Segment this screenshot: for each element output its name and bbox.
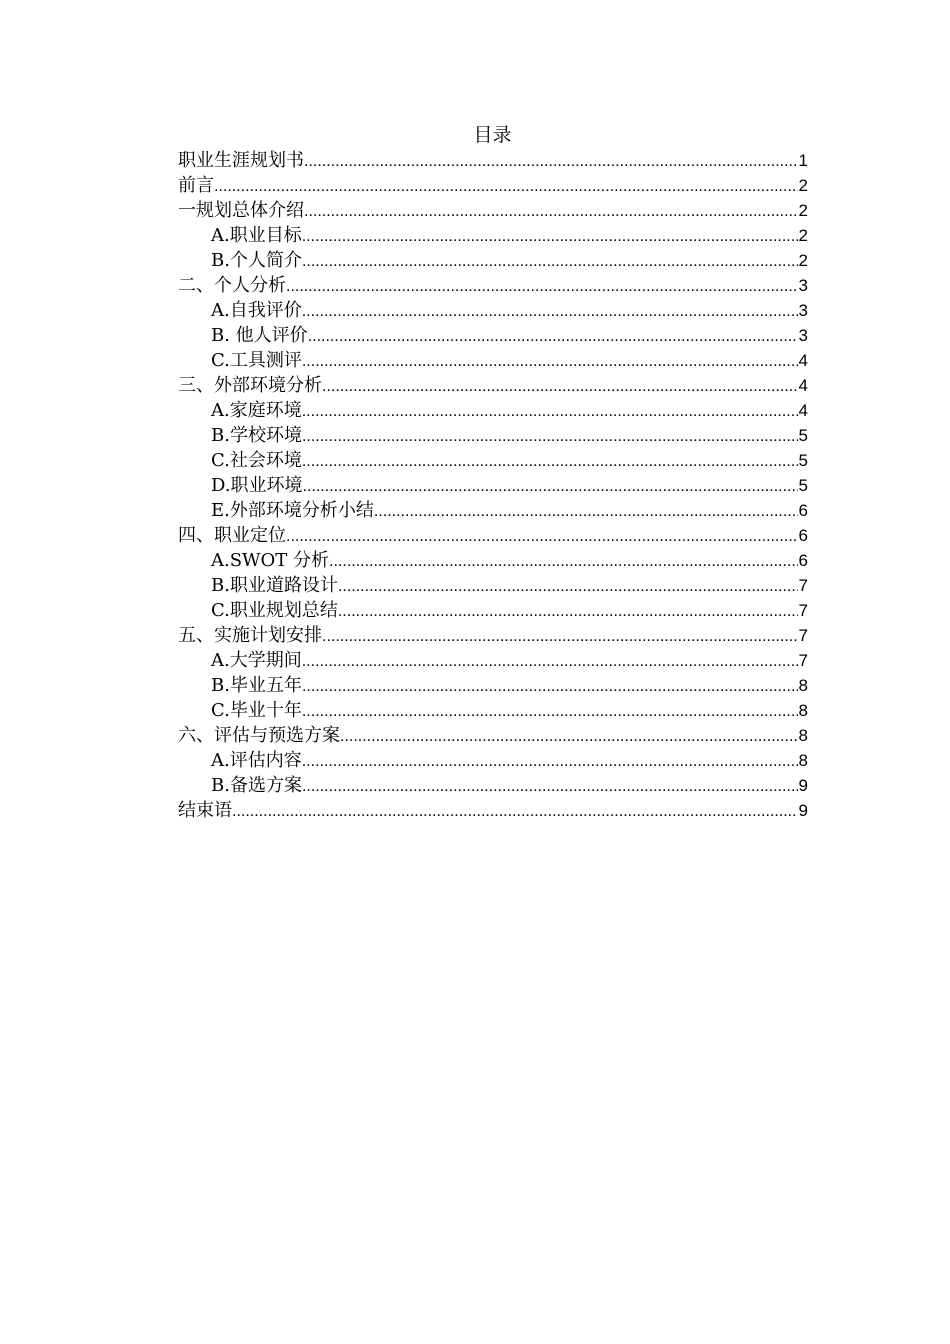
toc-subentry[interactable] [178, 398, 808, 423]
toc-entry-label: A.大学期间 [211, 650, 302, 671]
toc-dot-leader [302, 449, 798, 473]
toc-page-number: 4 [798, 376, 808, 395]
toc-dot-leader [302, 249, 798, 273]
toc-page-number: 7 [798, 626, 808, 645]
toc-page-number: 6 [798, 526, 808, 545]
toc-dot-leader [214, 174, 798, 198]
toc-entry-label: 一规划总体介绍 [178, 200, 304, 221]
toc-dot-leader [322, 374, 798, 398]
toc-subentry[interactable] [178, 573, 808, 598]
toc-entry-label: 五、实施计划安排 [178, 625, 322, 646]
toc-entry-label: 六、评估与预选方案 [178, 725, 340, 746]
toc-dot-leader [302, 349, 798, 373]
toc-dot-leader [286, 274, 798, 298]
table-of-contents [178, 148, 808, 823]
toc-page-number: 3 [798, 276, 808, 295]
toc-page-number: 7 [798, 651, 808, 670]
toc-dot-leader [302, 299, 798, 323]
toc-page-number: 8 [798, 676, 808, 695]
toc-dot-leader [338, 574, 798, 598]
toc-entry-label: B.学校环境 [211, 425, 302, 446]
toc-entry[interactable] [178, 148, 808, 173]
toc-page-number: 2 [798, 226, 808, 245]
toc-page-number: 2 [798, 176, 808, 195]
toc-entry-label: 二、个人分析 [178, 275, 286, 296]
toc-entry-label: 前言 [178, 175, 214, 196]
toc-entry-label: A.评估内容 [211, 750, 302, 771]
toc-entry-label: E.外部环境分析小结 [211, 500, 374, 521]
toc-entry-label: 四、职业定位 [178, 525, 286, 546]
toc-subentry[interactable] [178, 698, 808, 723]
toc-page-number: 4 [798, 351, 808, 370]
toc-page-number: 9 [798, 776, 808, 795]
toc-page-number: 7 [798, 576, 808, 595]
toc-page-number: 7 [798, 601, 808, 620]
toc-page-number: 3 [798, 326, 808, 345]
toc-dot-leader [302, 399, 798, 423]
toc-entry-label: 三、外部环境分析 [178, 375, 322, 396]
toc-entry-label: D.职业环境 [211, 475, 303, 496]
toc-page-number: 8 [798, 751, 808, 770]
toc-page-number: 5 [798, 426, 808, 445]
toc-dot-leader [302, 749, 798, 773]
toc-entry-label: 结束语 [178, 800, 232, 821]
toc-title: 目录 [473, 124, 512, 146]
toc-dot-leader [302, 774, 798, 798]
toc-subentry[interactable] [178, 598, 808, 623]
toc-dot-leader [304, 199, 798, 223]
toc-subentry[interactable] [178, 773, 808, 798]
toc-entry-label: A.自我评价 [211, 300, 302, 321]
toc-page-number: 6 [798, 501, 808, 520]
toc-entry[interactable] [178, 723, 808, 748]
toc-entry-label: C.社会环境 [211, 450, 302, 471]
toc-entry-label: C.职业规划总结 [211, 600, 338, 621]
toc-subentry[interactable] [178, 248, 808, 273]
toc-dot-leader [374, 499, 798, 523]
toc-entry-label: B.毕业五年 [211, 675, 302, 696]
toc-entry[interactable] [178, 198, 808, 223]
toc-page-number: 6 [798, 551, 808, 570]
toc-dot-leader [338, 599, 798, 623]
toc-page-number: 3 [798, 301, 808, 320]
toc-subentry[interactable] [178, 673, 808, 698]
toc-dot-leader [286, 524, 798, 548]
toc-dot-leader [302, 674, 798, 698]
toc-subentry[interactable] [178, 323, 808, 348]
toc-entry[interactable] [178, 373, 808, 398]
toc-subentry[interactable] [178, 473, 808, 498]
toc-dot-leader [304, 149, 798, 173]
toc-entry[interactable] [178, 523, 808, 548]
toc-dot-leader [329, 549, 797, 573]
toc-subentry[interactable] [178, 298, 808, 323]
toc-entry[interactable] [178, 173, 808, 198]
toc-page-number: 1 [798, 151, 808, 170]
toc-subentry[interactable] [178, 748, 808, 773]
toc-page-number: 2 [798, 201, 808, 220]
toc-entry-label: B. 他人评价 [211, 325, 308, 346]
toc-dot-leader [303, 474, 798, 498]
toc-subentry[interactable] [178, 348, 808, 373]
toc-dot-leader [340, 724, 798, 748]
toc-entry-label: C.工具测评 [211, 350, 302, 371]
toc-entry[interactable] [178, 623, 808, 648]
toc-dot-leader [302, 224, 798, 248]
toc-entry[interactable] [178, 273, 808, 298]
toc-dot-leader [302, 649, 798, 673]
toc-entry-label: B.个人简介 [211, 250, 302, 271]
toc-subentry[interactable] [178, 448, 808, 473]
toc-subentry[interactable] [178, 498, 808, 523]
toc-dot-leader [232, 799, 798, 823]
toc-entry-label: A.职业目标 [211, 225, 302, 246]
toc-page-number: 4 [798, 401, 808, 420]
toc-entry-label: A.家庭环境 [211, 400, 302, 421]
toc-subentry[interactable] [178, 648, 808, 673]
toc-dot-leader [302, 424, 798, 448]
toc-page-number: 5 [798, 476, 808, 495]
toc-page-number: 2 [798, 251, 808, 270]
toc-dot-leader [308, 324, 798, 348]
toc-dot-leader [322, 624, 798, 648]
toc-dot-leader [302, 699, 798, 723]
toc-subentry[interactable] [178, 423, 808, 448]
toc-entry[interactable] [178, 798, 808, 823]
toc-subentry[interactable] [178, 223, 808, 248]
toc-entry-label: A.SWOT 分析 [211, 550, 330, 571]
toc-page-number: 8 [798, 726, 808, 745]
toc-page-number: 8 [798, 701, 808, 720]
toc-page-number: 5 [798, 451, 808, 470]
toc-subentry[interactable] [178, 548, 808, 573]
toc-entry-label: 职业生涯规划书 [178, 150, 304, 171]
toc-entry-label: C.毕业十年 [211, 700, 302, 721]
toc-entry-label: B.职业道路设计 [211, 575, 338, 596]
toc-entry-label: B.备选方案 [211, 775, 302, 796]
toc-page-number: 9 [798, 801, 808, 820]
